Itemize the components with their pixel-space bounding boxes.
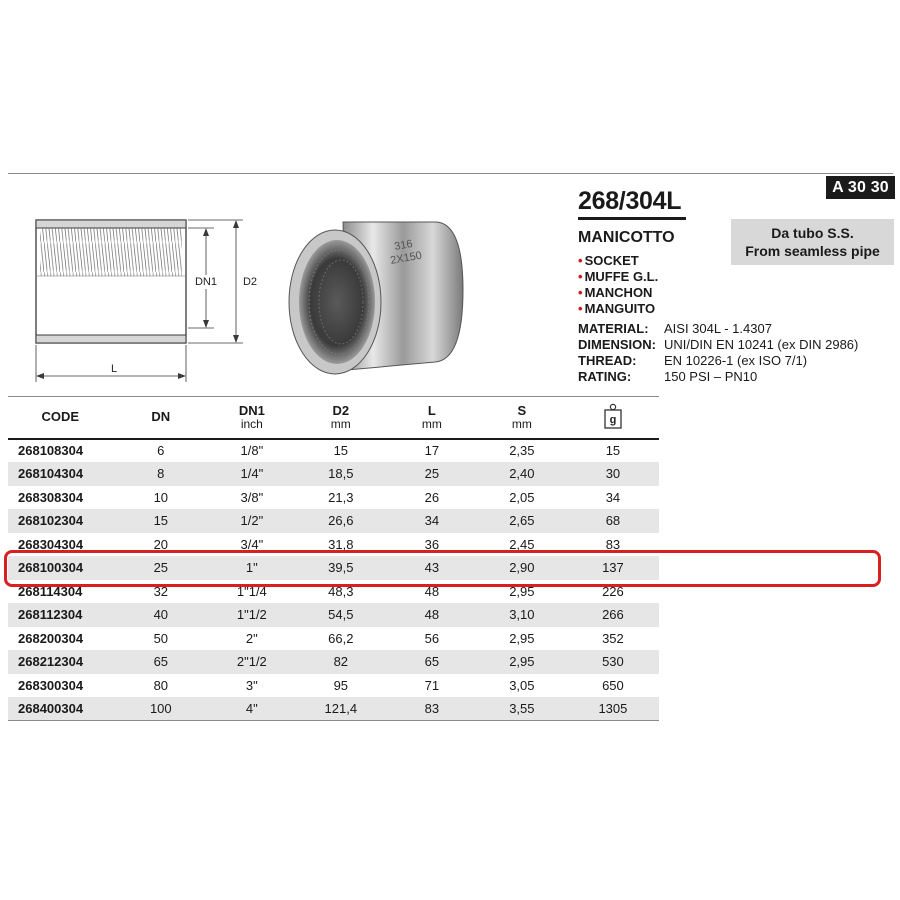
cell-weight: 650 xyxy=(602,677,624,693)
product-name: MANICOTTO xyxy=(578,229,675,246)
translation-item: • MUFFE G.L. xyxy=(578,269,658,285)
cell-dn1: 1"1/2 xyxy=(236,607,267,623)
cell-s: 2,05 xyxy=(509,489,535,505)
cell-d2: 54,5 xyxy=(328,607,354,623)
cell-s: 2,95 xyxy=(509,630,535,646)
cell-code: 268212304 xyxy=(18,654,84,670)
photo-marking-2: 2X150 xyxy=(389,249,423,267)
photo-marking-1: 316 xyxy=(393,237,414,253)
cell-code: 268104304 xyxy=(18,466,84,482)
source-box xyxy=(731,219,894,265)
column-header-dn1: DN1 inch xyxy=(238,402,265,431)
cell-code: 268102304 xyxy=(18,513,84,529)
socket-photo xyxy=(285,210,467,385)
cell-d2: 39,5 xyxy=(328,560,354,576)
cell-dn1: 3/8" xyxy=(240,489,264,505)
table-row xyxy=(8,650,659,674)
cell-weight: 1305 xyxy=(598,701,628,716)
table-row xyxy=(8,486,659,510)
cell-s: 2,95 xyxy=(509,583,535,599)
cell-s: 2,35 xyxy=(509,443,535,459)
cell-s: 2,90 xyxy=(509,560,535,576)
cell-code: 268200304 xyxy=(18,630,84,646)
table-row xyxy=(8,603,659,627)
cell-dn: 10 xyxy=(153,489,169,505)
column-header-s: S mm xyxy=(511,402,532,431)
spec-label: THREAD: xyxy=(578,353,637,368)
cell-l: 48 xyxy=(424,583,440,599)
cell-weight: 34 xyxy=(605,489,621,505)
cell-dn1: 1"1/4 xyxy=(236,583,267,599)
table-row xyxy=(8,439,659,463)
cell-code: 268400304 xyxy=(18,701,84,716)
cell-dn: 100 xyxy=(149,701,172,716)
column-header-d2: D2 mm xyxy=(330,402,351,431)
cell-l: 43 xyxy=(424,560,440,576)
specifications xyxy=(578,321,858,385)
cell-code: 268300304 xyxy=(18,677,84,693)
source-line-2: From seamless pipe xyxy=(745,243,880,259)
cell-l: 56 xyxy=(424,630,440,646)
cell-weight: 266 xyxy=(602,607,624,623)
cell-dn1: 2"1/2 xyxy=(236,654,267,670)
cell-dn1: 3/4" xyxy=(240,536,264,552)
cell-code: 268308304 xyxy=(18,489,84,505)
cell-dn1: 1" xyxy=(245,560,258,576)
cell-weight: 68 xyxy=(605,513,621,529)
table-row xyxy=(8,627,659,651)
spec-value: AISI 304L - 1.4307 xyxy=(664,321,772,336)
column-header-dn: DN xyxy=(151,409,171,425)
cell-s: 3,05 xyxy=(509,677,535,693)
weight-icon-letter: g xyxy=(609,413,617,426)
cell-weight: 15 xyxy=(605,443,621,459)
spec-row xyxy=(578,321,858,337)
cell-weight: 530 xyxy=(602,654,624,670)
column-header-weight xyxy=(567,397,659,439)
cell-code: 268304304 xyxy=(18,536,84,552)
spec-label: DIMENSION: xyxy=(578,337,656,352)
cell-code: 268108304 xyxy=(18,443,84,459)
translations-list xyxy=(578,253,658,317)
cell-weight: 137 xyxy=(602,560,624,576)
cell-d2: 48,3 xyxy=(328,583,354,599)
cell-dn1: 2" xyxy=(245,630,258,646)
top-rule xyxy=(8,173,893,174)
cell-weight: 352 xyxy=(602,630,624,646)
dn1-label: DN1 xyxy=(194,276,218,288)
cell-s: 3,55 xyxy=(509,701,535,716)
cell-dn: 32 xyxy=(153,583,169,599)
cell-dn1: 1/4" xyxy=(240,466,264,482)
cell-dn: 6 xyxy=(157,443,165,459)
cell-s: 2,45 xyxy=(509,536,535,552)
cell-dn: 20 xyxy=(153,536,169,552)
cell-l: 34 xyxy=(424,513,440,529)
translation-item: • SOCKET xyxy=(578,253,658,269)
cell-l: 71 xyxy=(424,677,440,693)
spec-row xyxy=(578,337,858,353)
cell-l: 36 xyxy=(424,536,440,552)
cell-d2: 95 xyxy=(333,677,349,693)
cell-weight: 226 xyxy=(602,583,624,599)
cell-s: 2,95 xyxy=(509,654,535,670)
table-header-row xyxy=(8,397,659,439)
translation-item: • MANCHON xyxy=(578,285,658,301)
cell-weight: 30 xyxy=(605,466,621,482)
cell-l: 83 xyxy=(424,701,440,716)
spec-label: RATING: xyxy=(578,369,632,384)
cell-dn: 40 xyxy=(153,607,169,623)
cell-dn: 8 xyxy=(157,466,165,482)
cell-weight: 83 xyxy=(605,536,621,552)
product-code: 268/304L xyxy=(578,187,682,215)
column-header-l: L mm xyxy=(421,402,442,431)
cell-d2: 121,4 xyxy=(324,701,358,716)
source-line-1: Da tubo S.S. xyxy=(771,225,854,241)
technical-drawing xyxy=(28,212,266,387)
cell-d2: 66,2 xyxy=(328,630,354,646)
weight-icon xyxy=(603,403,623,429)
catalog-tag: A 30 30 xyxy=(826,176,895,199)
cell-l: 65 xyxy=(424,654,440,670)
table-row xyxy=(8,674,659,698)
cell-dn: 65 xyxy=(153,654,169,670)
cell-l: 25 xyxy=(424,466,440,482)
cell-s: 3,10 xyxy=(509,607,535,623)
table-row xyxy=(8,462,659,486)
cell-dn: 25 xyxy=(153,560,169,576)
table-row xyxy=(8,697,659,721)
spec-value: UNI/DIN EN 10241 (ex DIN 2986) xyxy=(664,337,859,352)
highlighted-row-marker xyxy=(4,550,881,587)
cell-d2: 18,5 xyxy=(328,466,354,482)
cell-l: 17 xyxy=(424,443,440,459)
cell-s: 2,65 xyxy=(509,513,535,529)
cell-d2: 82 xyxy=(333,654,349,670)
spec-value: 150 PSI – PN10 xyxy=(664,369,758,384)
cell-l: 48 xyxy=(424,607,440,623)
cell-code: 268100304 xyxy=(18,560,84,576)
cell-dn1: 3" xyxy=(245,677,258,693)
cell-dn: 15 xyxy=(153,513,169,529)
spec-value: EN 10226-1 (ex ISO 7/1) xyxy=(664,353,808,368)
cell-l: 26 xyxy=(424,489,440,505)
cell-dn: 80 xyxy=(153,677,169,693)
spec-row xyxy=(578,353,858,369)
cell-d2: 26,6 xyxy=(328,513,354,529)
spec-label: MATERIAL: xyxy=(578,321,649,336)
cell-code: 268112304 xyxy=(18,607,83,623)
d2-label: D2 xyxy=(242,276,258,288)
column-header-code: CODE xyxy=(41,409,80,425)
cell-code: 268114304 xyxy=(18,583,83,599)
cell-d2: 21,3 xyxy=(328,489,354,505)
translation-item: • MANGUITO xyxy=(578,301,658,317)
cell-dn1: 1/8" xyxy=(240,443,264,459)
cell-dn1: 1/2" xyxy=(240,513,264,529)
cell-dn: 50 xyxy=(153,630,169,646)
table-row xyxy=(8,509,659,533)
cell-s: 2,40 xyxy=(509,466,535,482)
cell-d2: 15 xyxy=(333,443,349,459)
spec-row xyxy=(578,369,858,385)
cell-dn1: 4" xyxy=(245,701,258,716)
product-code-underline xyxy=(578,217,686,220)
l-label: L xyxy=(110,363,118,375)
cell-d2: 31,8 xyxy=(328,536,354,552)
